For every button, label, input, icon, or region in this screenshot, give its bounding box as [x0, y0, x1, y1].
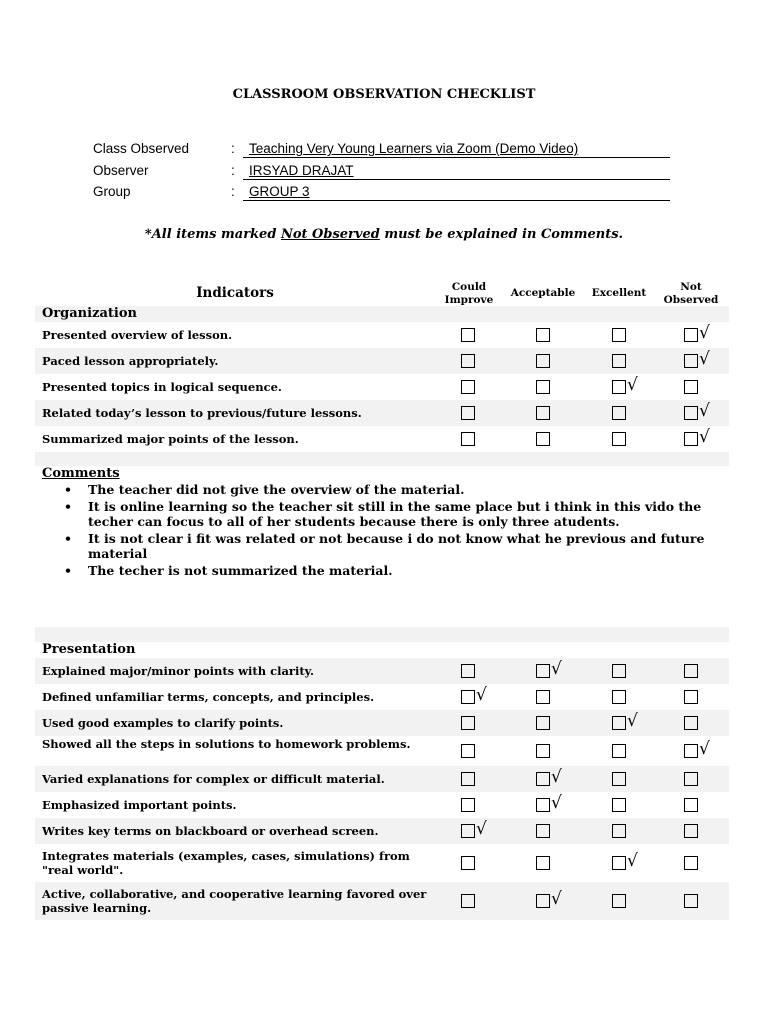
indicator-text: Presented overview of lesson.: [42, 328, 233, 342]
rating-checkbox[interactable]: [684, 664, 698, 678]
meta-colon: :: [231, 141, 235, 156]
rating-checkbox[interactable]: [461, 432, 475, 446]
rating-checkbox[interactable]: [684, 716, 698, 730]
checklist-row: [35, 684, 729, 710]
rating-checkbox[interactable]: [612, 354, 626, 368]
check-mark-icon: √: [551, 889, 562, 909]
indicator-text: Explained major/minor points with clarity.: [42, 664, 315, 678]
comments-title: Comments: [42, 466, 120, 481]
checklist-row: [35, 766, 729, 792]
check-mark-icon: √: [551, 793, 562, 813]
checklist-row: [35, 818, 729, 844]
check-mark-icon: √: [551, 767, 562, 787]
rating-checkbox[interactable]: [536, 432, 550, 446]
meta-colon: :: [231, 163, 235, 178]
rating-checkbox[interactable]: [536, 328, 550, 342]
checklist-row: [35, 400, 729, 426]
rating-checkbox[interactable]: [684, 354, 698, 368]
comment-item: • The teacher did not give the overview of the material.: [62, 482, 722, 498]
rating-checkbox[interactable]: [684, 856, 698, 870]
header-indicators: Indicators: [196, 285, 274, 301]
indicator-text: Emphasized important points.: [42, 798, 237, 812]
header-not-observed: Not Observed: [663, 281, 719, 306]
observer-field: [243, 163, 670, 180]
rating-checkbox[interactable]: [684, 380, 698, 394]
checklist-row: [35, 882, 729, 920]
rating-checkbox[interactable]: [461, 824, 475, 838]
checklist-row: [35, 736, 729, 766]
meta-label: Class Observed: [93, 141, 190, 156]
check-mark-icon: √: [476, 819, 487, 839]
meta-value: GROUP 3: [249, 184, 310, 199]
organization-band: [35, 306, 729, 322]
rating-checkbox[interactable]: [612, 406, 626, 420]
rating-checkbox[interactable]: [612, 824, 626, 838]
rating-checkbox[interactable]: [536, 772, 550, 786]
indicator-text: Defined unfamiliar terms, concepts, and principles.: [42, 690, 375, 704]
check-mark-icon: √: [699, 739, 710, 759]
rating-checkbox[interactable]: [536, 798, 550, 812]
comment-item: • It is not clear i fit was related or not because i do not know what he previous and future material: [62, 531, 722, 562]
indicator-text: Related today’s lesson to previous/future lessons.: [42, 406, 362, 420]
rating-checkbox[interactable]: [536, 690, 550, 704]
rating-checkbox[interactable]: [684, 690, 698, 704]
indicator-text: Paced lesson appropriately.: [42, 354, 219, 368]
check-mark-icon: √: [627, 375, 638, 395]
rating-checkbox[interactable]: [612, 798, 626, 812]
rating-checkbox[interactable]: [612, 772, 626, 786]
rating-checkbox[interactable]: [536, 664, 550, 678]
rating-checkbox[interactable]: [461, 798, 475, 812]
rating-checkbox[interactable]: [612, 716, 626, 730]
rating-checkbox[interactable]: [461, 690, 475, 704]
rating-checkbox[interactable]: [684, 894, 698, 908]
indicator-text: Summarized major points of the lesson.: [42, 432, 299, 446]
check-mark-icon: √: [627, 711, 638, 731]
rating-checkbox[interactable]: [461, 354, 475, 368]
rating-checkbox[interactable]: [612, 432, 626, 446]
rating-checkbox[interactable]: [684, 744, 698, 758]
indicator-text: Writes key terms on blackboard or overhead screen.: [42, 824, 379, 838]
meta-value: IRSYAD DRAJAT: [249, 163, 354, 178]
rating-checkbox[interactable]: [612, 856, 626, 870]
rating-checkbox[interactable]: [612, 894, 626, 908]
organization-title: Organization: [42, 306, 137, 321]
meta-value: Teaching Very Young Learners via Zoom (Demo Video): [249, 141, 579, 156]
checklist-row: [35, 348, 729, 374]
checklist-row: [35, 710, 729, 736]
checklist-row: [35, 426, 729, 452]
rating-checkbox[interactable]: [461, 894, 475, 908]
rating-checkbox[interactable]: [536, 380, 550, 394]
rating-checkbox[interactable]: [536, 716, 550, 730]
note-prefix: *All items marked: [144, 227, 281, 242]
rating-checkbox[interactable]: [536, 856, 550, 870]
rating-checkbox[interactable]: [536, 406, 550, 420]
group-field: [243, 184, 670, 201]
rating-checkbox[interactable]: [461, 744, 475, 758]
checklist-row: [35, 374, 729, 400]
class-observed-field: [243, 141, 670, 158]
page-title: CLASSROOM OBSERVATION CHECKLIST: [232, 87, 536, 102]
header-excellent: Excellent: [591, 287, 647, 299]
check-mark-icon: √: [551, 659, 562, 679]
header-acceptable: Acceptable: [510, 287, 576, 299]
instruction-note: [0, 227, 768, 242]
note-suffix: must be explained in Comments.: [379, 227, 624, 242]
indicator-text: Active, collaborative, and cooperative learning favored over passive learning.: [42, 887, 427, 915]
checklist-row: [35, 322, 729, 348]
check-mark-icon: √: [699, 349, 710, 369]
organization-end-band: [35, 452, 729, 466]
indicator-text: Used good examples to clarify points.: [42, 716, 284, 730]
rating-checkbox[interactable]: [684, 798, 698, 812]
presentation-title: Presentation: [42, 642, 136, 657]
rating-checkbox[interactable]: [536, 744, 550, 758]
checklist-row: [35, 844, 729, 882]
rating-checkbox[interactable]: [536, 824, 550, 838]
rating-checkbox[interactable]: [684, 772, 698, 786]
comment-item: • The techer is not summarized the material.: [62, 563, 722, 579]
comment-item: • It is online learning so the teacher sit still in the same place but i think in this vido the techer can focus to all of her students because there is only three atudents.: [62, 499, 722, 530]
rating-checkbox[interactable]: [461, 406, 475, 420]
rating-checkbox[interactable]: [612, 380, 626, 394]
check-mark-icon: √: [476, 685, 487, 705]
rating-checkbox[interactable]: [684, 406, 698, 420]
rating-checkbox[interactable]: [612, 328, 626, 342]
rating-checkbox[interactable]: [461, 772, 475, 786]
rating-checkbox[interactable]: [461, 664, 475, 678]
indicator-text: Showed all the steps in solutions to homework problems.: [42, 737, 411, 751]
rating-checkbox[interactable]: [536, 354, 550, 368]
indicator-text: Integrates materials (examples, cases, simulations) from "real world".: [42, 849, 410, 877]
indicator-text: Presented topics in logical sequence.: [42, 380, 282, 394]
checklist-row: [35, 792, 729, 818]
presentation-top-band: [35, 627, 729, 642]
check-mark-icon: √: [627, 851, 638, 871]
rating-checkbox[interactable]: [461, 328, 475, 342]
indicator-text: Varied explanations for complex or difficult material.: [42, 772, 385, 786]
rating-checkbox[interactable]: [684, 432, 698, 446]
note-underlined: Not Observed: [280, 227, 380, 242]
check-mark-icon: √: [699, 427, 710, 447]
rating-checkbox[interactable]: [461, 716, 475, 730]
meta-label: Group: [93, 184, 131, 199]
rating-checkbox[interactable]: [612, 690, 626, 704]
check-mark-icon: √: [699, 401, 710, 421]
rating-checkbox[interactable]: [612, 744, 626, 758]
rating-checkbox[interactable]: [684, 824, 698, 838]
header-could-improve: Could Improve: [444, 281, 494, 306]
comments-list: [62, 482, 722, 579]
meta-colon: :: [231, 184, 235, 199]
checklist-row: [35, 658, 729, 684]
rating-checkbox[interactable]: [684, 328, 698, 342]
rating-checkbox[interactable]: [612, 664, 626, 678]
rating-checkbox[interactable]: [461, 856, 475, 870]
rating-checkbox[interactable]: [461, 380, 475, 394]
check-mark-icon: √: [699, 323, 710, 343]
rating-checkbox[interactable]: [536, 894, 550, 908]
meta-label: Observer: [93, 163, 149, 178]
